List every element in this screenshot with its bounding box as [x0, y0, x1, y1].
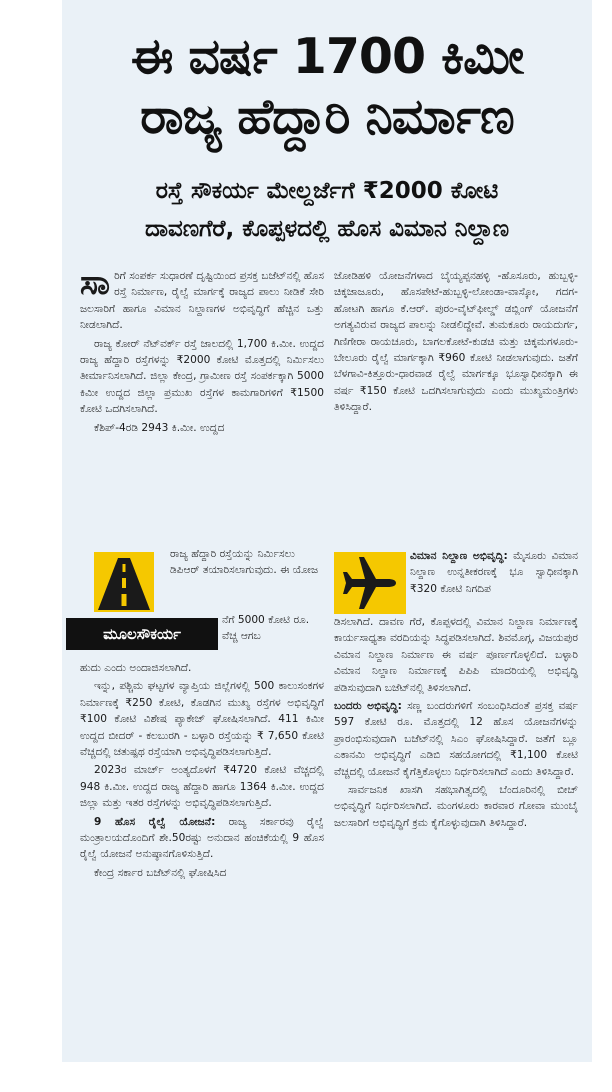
section-badge: ಮೂಲಸೌಕರ್ಯ [66, 618, 218, 650]
inset-text-1: ರಾಜ್ಯ ಹೆದ್ದಾರಿ ರಸ್ತೆಯನ್ನು ನಿರ್ಮಿಸಲು ಡಿಪಿಆರ್ ತಯಾರಿಸಲಾಗುವುದು. ಈ ಯೋಜ [170, 548, 319, 577]
inset-text-2: ನೆಗೆ 5000 ಕೋಟಿ ರೂ. ವೆಚ್ಚ ಆಗಬ [222, 614, 310, 643]
airport-inset [410, 548, 578, 599]
dropcap: ಸಾ [80, 263, 111, 303]
headline-line-2: ರಾಜ್ಯ ಹೆದ್ದಾರಿ ನಿರ್ಮಾಣ [140, 88, 514, 145]
paragraph-state-highway: ರಾಜ್ಯ ಕೋರ್ ನೆಟ್‌ವರ್ಕ್ ರಸ್ತೆ ಜಾಲದಲ್ಲಿ 1,700 ಕಿ.ಮೀ. ಉದ್ದದ ರಾಜ್ಯ ಹೆದ್ದಾರಿ ರಸ್ತೆಗಳನ್ನು ₹2000 ಕೋಟಿ ಮೊತ್ತದಲ್ಲಿ ನಿರ್ಮಿಸಲು ತೀರ್ಮಾನಿಸಲಾಗಿದೆ. ಜಿಲ್ಲಾ ಕೇಂದ್ರ, ಗ್ರಾಮೀಣ ರಸ್ತೆ ಸಂಪರ್ಕಕ್ಕಾಗಿ 5000 ಕಿಮೀ ಉದ್ದದ ಜಿಲ್ಲಾ ಪ್ರಮುಖ ರಸ್ತೆಗಳ ಕಾಮಗಾರಿಗಳಿಗೆ ₹1500 ಕೋಟಿ ಒದಗಿಸಲಾಗಿದೆ. [80, 337, 324, 416]
paragraph-march-2023: 2023ರ ಮಾರ್ಚ್ ಅಂತ್ಯದೊಳಗೆ ₹4720 ಕೋಟಿ ವೆಚ್ಚದಲ್ಲಿ 948 ಕಿ.ಮೀ. ಉದ್ದದ ರಾಜ್ಯ ಹೆದ್ದಾರಿ ಹಾಗೂ 1364 ಕಿ.ಮೀ. ಉದ್ದದ ಜಿಲ್ಲಾ ಮತ್ತು ಇತರ ರಸ್ತೆಗಳನ್ನು ಅಭಿವೃದ್ಧಿಪಡಿಸಲಾಗುತ್ತಿದೆ. [80, 764, 324, 810]
subheadline-line-2: ದಾವಣಗೆರೆ, ಕೊಪ್ಪಳದಲ್ಲಿ ಹೊಸ ವಿಮಾನ ನಿಲ್ದಾಣ [144, 216, 510, 242]
paragraph-port [334, 698, 578, 780]
right-column [334, 268, 578, 418]
port-heading: ಬಂದರು ಅಭಿವೃದ್ಧಿ: [334, 700, 402, 713]
road-icon [94, 552, 154, 612]
airport-heading: ವಿಮಾನ ನಿಲ್ದಾಣ ಅಭಿವೃದ್ಧಿ: [410, 550, 508, 562]
paragraph-estimate: ಹುದು ಎಂದು ಅಂದಾಜಿಸಲಾಗಿದೆ. [80, 662, 192, 674]
paragraph-beach: ಸಾರ್ವಜನಿಕ ಖಾಸಗಿ ಸಹಭಾಗಿತ್ವದಲ್ಲಿ ಬೆಂದೂರಿನಲ್ಲಿ ಬೀಚ್ ಅಭಿವೃದ್ಧಿಗೆ ನಿರ್ಧರಿಸಲಾಗಿದೆ. ಮಂಗಳೂರು ಕಾರವಾರ ಗೋವಾ ಮುಂಬೈ ಜಲಸಾರಿಗೆ ಅಭಿವೃದ್ಧಿಗೆ ಕ್ರಮ ಕೈಗೊಳ್ಳುವುದಾಗಿ ತಿಳಿಸಿದ್ದಾರೆ. [334, 784, 578, 829]
railway-text: ರಾಜ್ಯ ಸರ್ಕಾರವು ರೈಲ್ವೆ ಮಂತ್ರಾಲಯದೊಂದಿಗೆ ಶೇ.50ರಷ್ಟು ಅನುದಾನ ಹಂಚಿಕೆಯಲ್ಲಿ 9 ಹೊಸ ರೈಲ್ವೆ ಯೋಜನೆ ಅನುಷ್ಠಾನಗೊಳಿಸುತ್ತಿದೆ. [80, 815, 324, 861]
paragraph-central: ಕೇಂದ್ರ ಸರ್ಕಾರ ಬಜೆಟ್‌ನಲ್ಲಿ ಘೋಷಿಸಿದ [94, 866, 227, 879]
right-column-lower [334, 614, 578, 833]
airport-inset-text: ಮೈಸೂರು ವಿಮಾನ ನಿಲ್ದಾಣ ಉನ್ನತೀಕರಣಕ್ಕೆ ಭೂ ಸ್ವಾಧೀನಕ್ಕಾಗಿ ₹320 ಕೋಟಿ ನಿಗದಿಪ [410, 550, 578, 595]
left-column [80, 263, 324, 438]
intro-text: ರಿಗೆ ಸಂಪರ್ಕ ಸುಧಾರಣೆ ದೃಷ್ಟಿಯಿಂದ ಪ್ರಸಕ್ತ ಬಜೆಟ್‌ನಲ್ಲಿ ಹೊಸ ರಸ್ತೆ ನಿರ್ಮಾಣ, ರೈಲ್ವೆ ಮಾರ್ಗಕ್ಕೆ ರಾಜ್ಯದ ಪಾಲು ನೀಡಿಕೆ ಸೇರಿ ಜಲಸಾರಿಗೆ ಹಾಗೂ ವಿಮಾನ ನಿಲ್ದಾಣಗಳ ಅಭಿವೃದ್ಧಿಗೆ ಹೆಚ್ಚಿನ ಒತ್ತು ನೀಡಲಾಗಿದೆ. [80, 270, 324, 332]
airplane-icon [334, 552, 406, 614]
paragraph-airport: ಡಿಸಲಾಗಿದೆ. ದಾವಣ ಗೆರೆ, ಕೊಪ್ಪಳದಲ್ಲಿ ವಿಮಾನ ನಿಲ್ದಾಣ ನಿರ್ಮಾಣಕ್ಕೆ ಕಾರ್ಯಸಾಧ್ಯತಾ ವರದಿಯನ್ನು ಸಿದ್ಧಪಡಿಸಲಾಗಿದೆ. ಶಿವಮೊಗ್ಗ, ವಿಜಯಪುರ ವಿಮಾನ ನಿಲ್ದಾಣ ನಿರ್ಮಾಣ ಈ ವರ್ಷ ಪೂರ್ಣಗೊಳ್ಳಲಿದೆ. ಬಳ್ಳಾರಿ ವಿಮಾನ ನಿಲ್ದಾಣ ನಿರ್ಮಾಣಕ್ಕೆ ಪಿಪಿಪಿ ಮಾದರಿಯಲ್ಲಿ ಅಭಿವೃದ್ಧಿ ಪಡಿಸುವುದಾಗಿ ಬಜೆಟ್‌ನಲ್ಲಿ ತಿಳಿಸಲಾಗಿದೆ. [334, 616, 578, 694]
left-column-lower [80, 660, 324, 883]
paragraph-railway [80, 814, 324, 863]
news-clipping [62, 0, 592, 1062]
paragraph-doubling: ಜೋಡಿಹಳಿ ಯೋಜನೆಗಳಾದ ಬೈಯ್ಯಪ್ಪನಹಳ್ಳಿ -ಹೊಸೂರು, ಹುಬ್ಬಳ್ಳಿ-ಚಿಕ್ಕಜಾಜೂರು, ಹೊಸಪೇಟೆ-ಹುಬ್ಬಳ್ಳಿ-ಲೋಂಡಾ-ವಾಸ್ಕೋ, ಗದಗ-ಹೋಟಗಿ ಹಾಗೂ ಕೆ.ಆರ್. ಪುರಂ-ವೈಟ್‌ಫೀಲ್ಡ್ ಡಬ್ಲಿಂಗ್ ಯೋಜನೆಗೆ ಅಗತ್ಯವಿರುವ ರಾಜ್ಯದ ಪಾಲನ್ನು ನೀಡಲಿದ್ದೇವೆ. ತುಮಕೂರು ರಾಯದುರ್ಗ, ಗಿಣಿಗೇರಾ ರಾಯಚೂರು, ಬಾಗಲಕೋಟೆ-ಕುಡಚಿ ಮತ್ತು ಚಿಕ್ಕಮಗಳೂರು-ಬೇಲೂರು ರೈಲ್ವೆ ಮಾರ್ಗಕ್ಕಾಗಿ ₹960 ಕೋಟಿ ನೀಡಲಾಗುವುದು. ಜತೆಗೆ ಬೆಳಗಾವಿ-ಕಿತ್ತೂರು-ಧಾರವಾಡ ರೈಲ್ವೆ ಮಾರ್ಗಕ್ಕೂ ಭೂಸ್ವಾಧೀನಕ್ಕಾಗಿ ಈ ವರ್ಷ ₹150 ಕೋಟಿ ಒದಗಿಸಲಾಗುವುದು ಎಂದು ಮುಖ್ಯಮಂತ್ರಿಗಳು ತಿಳಿಸಿದ್ದಾರೆ. [334, 270, 578, 414]
paragraph-western-ghats: ಇನ್ನು, ಪಶ್ಚಿಮ ಘಟ್ಟಗಳ ವ್ಯಾಪ್ತಿಯ ಜಿಲ್ಲೆಗಳಲ್ಲಿ 500 ಕಾಲುಸಂಕಗಳ ನಿರ್ಮಾಣಕ್ಕೆ ₹250 ಕೋಟಿ, ಕೊಡಗಿನ ಮುಖ್ಯ ರಸ್ತೆಗಳ ಅಭಿವೃದ್ಧಿಗೆ ₹100 ಕೋಟಿ ವಿಶೇಷ ಪ್ಯಾಕೇಜ್ ಘೋಷಿಸಲಾಗಿದೆ. 411 ಕಿಮೀ ಉದ್ದದ ಬೀದರ್ - ಕಲಬುರಗಿ - ಬಳ್ಳಾರಿ ರಸ್ತೆಯನ್ನು ₹ 7,650 ಕೋಟಿ ವೆಚ್ಚದಲ್ಲಿ ಚತುಷ್ಪಥ ರಸ್ತೆಯಾಗಿ ಅಭಿವೃದ್ಧಿಪಡಿಸಲಾಗುತ್ತಿದೆ. [80, 680, 324, 759]
headline-line-1: ಈ ವರ್ಷ 1700 ಕಿಮೀ [130, 28, 524, 85]
paragraph-intro [80, 263, 324, 334]
port-text: ಸಣ್ಣ ಬಂದರುಗಳಿಗೆ ಸಂಬಂಧಿಸಿದಂತೆ ಪ್ರಸಕ್ತ ವರ್ಷ 597 ಕೋಟಿ ರೂ. ಮೊತ್ತದಲ್ಲಿ 12 ಹೊಸ ಯೋಜನೆಗಳನ್ನು ಪ್ರಾರಂಭಿಸುವುದಾಗಿ ಬಜೆಟ್‌ನಲ್ಲಿ ಸಿಎಂ ಘೋಷಿಸಿದ್ದಾರೆ. ಜತೆಗೆ ಬ್ಲೂ ಎಕಾನಮಿ ಅಭಿವೃದ್ಧಿಗೆ ಎಡಿಬಿ ಸಹಯೋಗದಲ್ಲಿ ₹1,100 ಕೋಟಿ ವೆಚ್ಚದಲ್ಲಿ ಯೋಜನೆ ಕೈಗೆತ್ತಿಕೊಳ್ಳಲು ನಿರ್ಧರಿಸಲಾಗಿದೆ ಎಂದು ತಿಳಿಸಿದ್ದಾರೆ. [334, 700, 578, 778]
railway-heading: 9 ಹೊಸ ರೈಲ್ವೆ ಯೋಜನೆ: [94, 815, 216, 828]
subheadline-line-1: ರಸ್ತೆ ಸೌಕರ್ಯ ಮೇಲ್ದರ್ಜೆಗೆ ₹2000 ಕೋಟಿ [155, 178, 499, 204]
paragraph-kship-start: ಕೆಶಿಪ್-4ರಡಿ 2943 ಕಿ.ಮೀ. ಉದ್ದದ [94, 421, 225, 434]
